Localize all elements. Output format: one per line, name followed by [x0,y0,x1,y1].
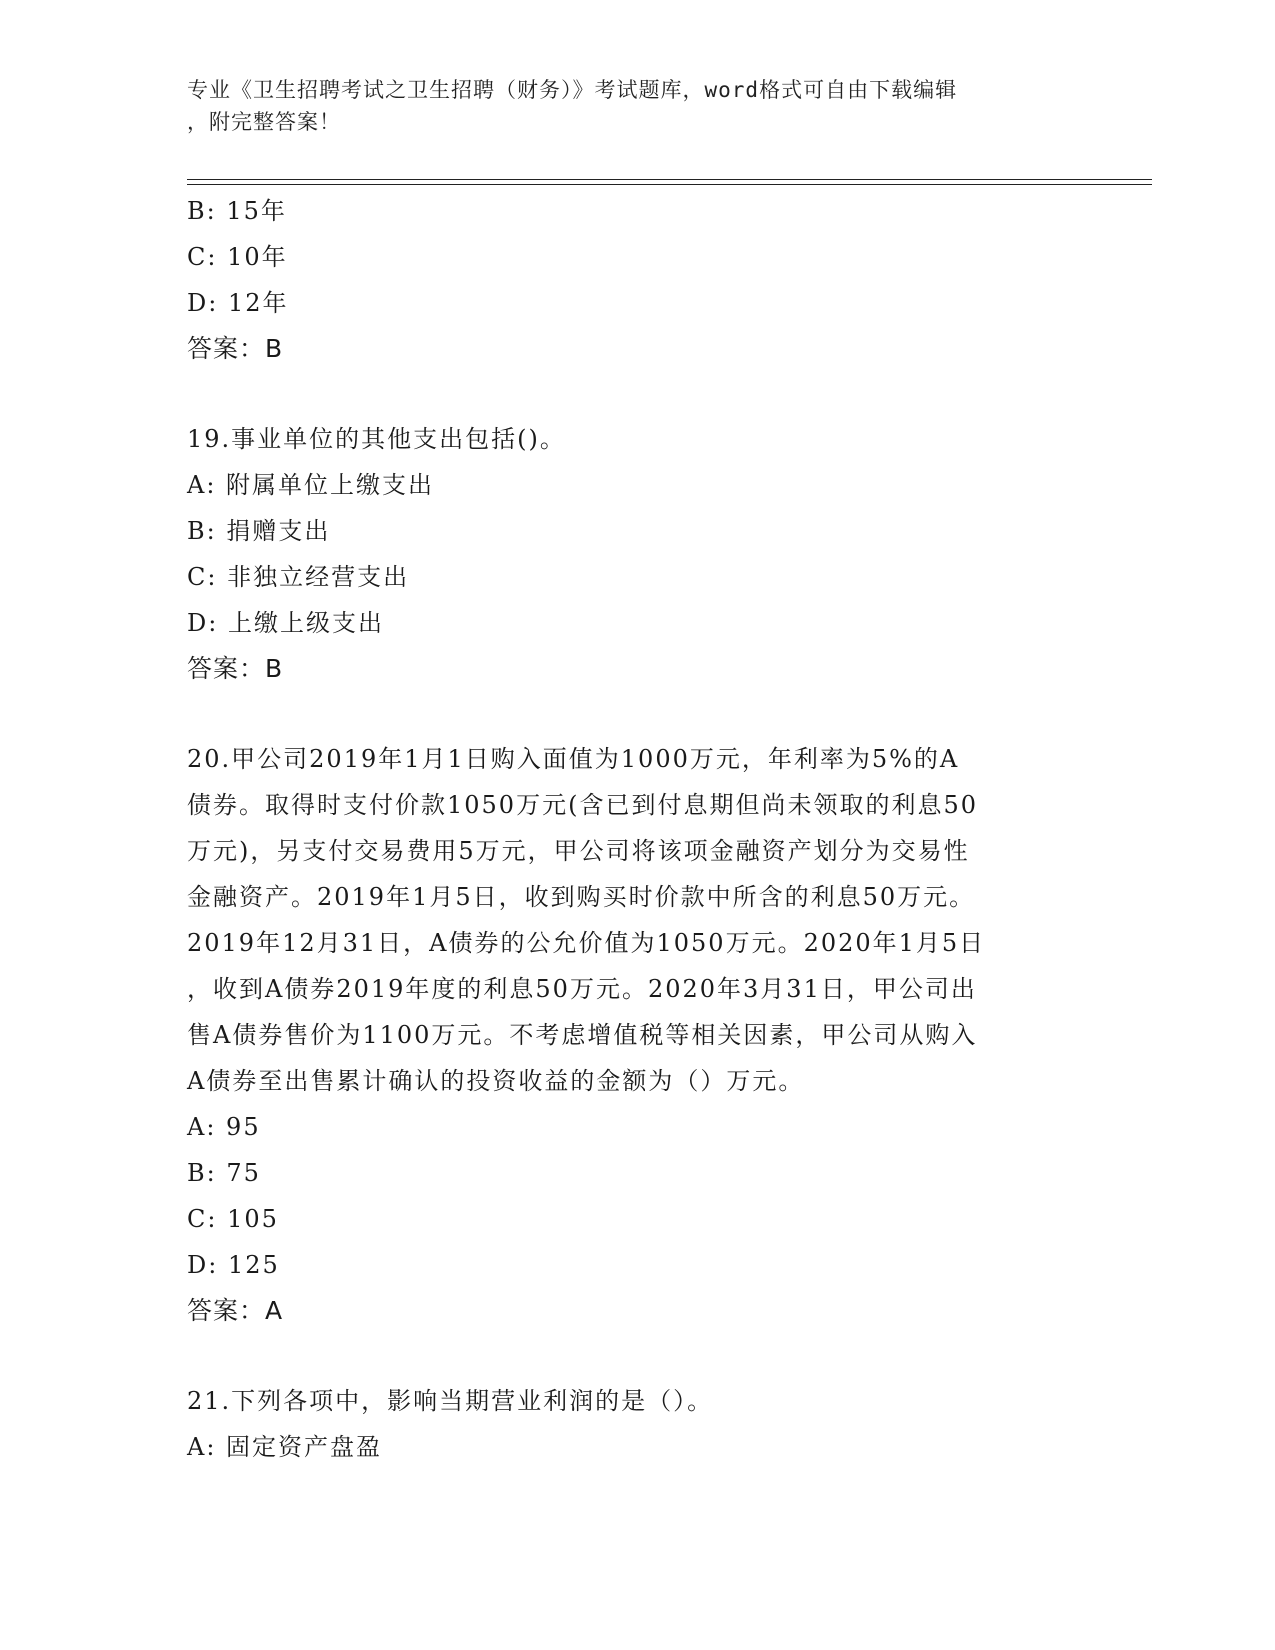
spacer [187,372,1087,416]
q18-answer: 答案：B [187,334,284,363]
q20-question-line: ，收到A债券2019年度的利息50万元。2020年3月31日，甲公司出 [187,975,977,1003]
q20-answer: 答案：A [187,1296,284,1325]
header-divider-bottom [187,184,1152,185]
q20-question-line: 万元)，另支付交易费用5万元，甲公司将该项金融资产划分为交易性 [187,837,970,865]
q21-question: 21.下列各项中，影响当期营业利润的是（）。 [187,1387,714,1415]
spacer [187,1334,1087,1378]
q18-option-d: D: 12年 [187,289,289,317]
q20-option-d: D: 125 [187,1251,280,1279]
q19-question: 19.事业单位的其他支出包括()。 [187,425,566,453]
q20-question-line: A债券至出售累计确认的投资收益的金额为（）万元。 [187,1067,805,1095]
q20-question-line: 20.甲公司2019年1月1日购入面值为1000万元，年利率为5%的A [187,745,960,773]
q19-option-c: C: 非独立经营支出 [187,563,410,591]
q20-question-line: 售A债券售价为1100万元。不考虑增值税等相关因素，甲公司从购入 [187,1021,978,1049]
q21-option-a: A: 固定资产盘盈 [187,1433,383,1461]
q20-option-b: B: 75 [187,1159,261,1187]
q18-option-b: B: 15年 [187,197,287,225]
document-header [187,74,1067,138]
q20-option-a: A: 95 [187,1113,261,1141]
q20-option-c: C: 105 [187,1205,279,1233]
q20-question-line: 债券。取得时支付价款1050万元(含已到付息期但尚未领取的利息50 [187,791,978,819]
q19-option-d: D: 上缴上级支出 [187,609,384,637]
header-line-1: 专业《卫生招聘考试之卫生招聘（财务）》考试题库，word格式可自由下载编辑 [187,78,958,102]
q19-option-b: B: 捐赠支出 [187,517,331,545]
header-line-2: ，附完整答案！ [187,110,341,134]
header-divider-top [187,179,1152,180]
q19-option-a: A: 附属单位上缴支出 [187,471,435,499]
q18-option-c: C: 10年 [187,243,288,271]
spacer [187,692,1087,736]
q20-question-line: 2019年12月31日，A债券的公允价值为1050万元。2020年1月5日 [187,929,986,957]
question-list [187,188,1087,1470]
q19-answer: 答案：B [187,654,284,683]
q20-question-line: 金融资产。2019年1月5日，收到购买时价款中所含的利息50万元。 [187,883,976,911]
